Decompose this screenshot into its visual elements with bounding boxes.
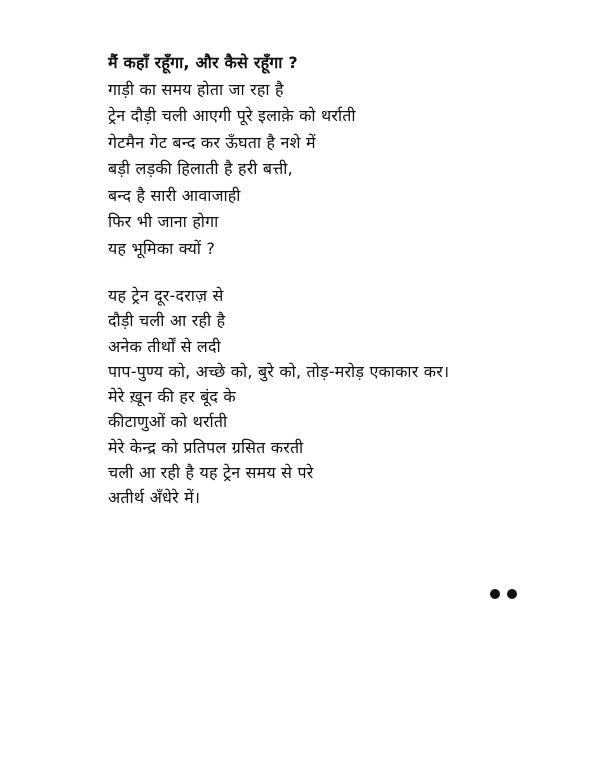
poem-line: मेरे केन्द्र को प्रतिपल ग्रसित करती [108,437,304,457]
stanza-2 [108,283,588,511]
poem-line: बन्द है सारी आवाजाही [108,185,241,205]
dot-icon [490,589,500,599]
poem-line: चली आ रही है यह ट्रेन समय से परे [108,463,314,483]
poem-line: बड़ी लड़की हिलाती है हरी बत्ती, [108,159,293,178]
poem-line: पाप-पुण्य को, अच्छे को, बुरे को, तोड़-मरोड़ एकाकार कर। [108,361,450,381]
poem-line: फिर भी जाना होगा [108,212,219,231]
poem-line: गेटमैन गेट बन्द कर ऊँघता है नशे में [108,132,316,152]
poem-line: गाड़ी का समय होता जा रहा है [108,79,284,99]
poem-line: अनेक तीर्थों से लदी [108,336,221,356]
poem-line: यह भूमिका क्यों ? [108,238,216,258]
poem-line: दौड़ी चली आ रही है [108,311,226,331]
poem-line: मेरे ख़ून की हर बूंद के [108,387,236,407]
poem-line: कीटाणुओं को थर्राती [108,412,228,432]
poem-line: यह ट्रेन दूर-दराज़ से [108,286,224,305]
poem-line: ट्रेन दौड़ी चली आएगी पूरे इलाक़े को थर्राती [108,106,356,125]
poem-line: अतीर्थ अँधेरे में। [108,488,201,508]
section-end-dots-icon [490,589,530,601]
poem-line: मैं कहाँ रहूँगा, और कैसे रहूँगा ? [108,53,298,72]
stanza-1 [108,50,588,262]
dot-icon [507,589,517,599]
